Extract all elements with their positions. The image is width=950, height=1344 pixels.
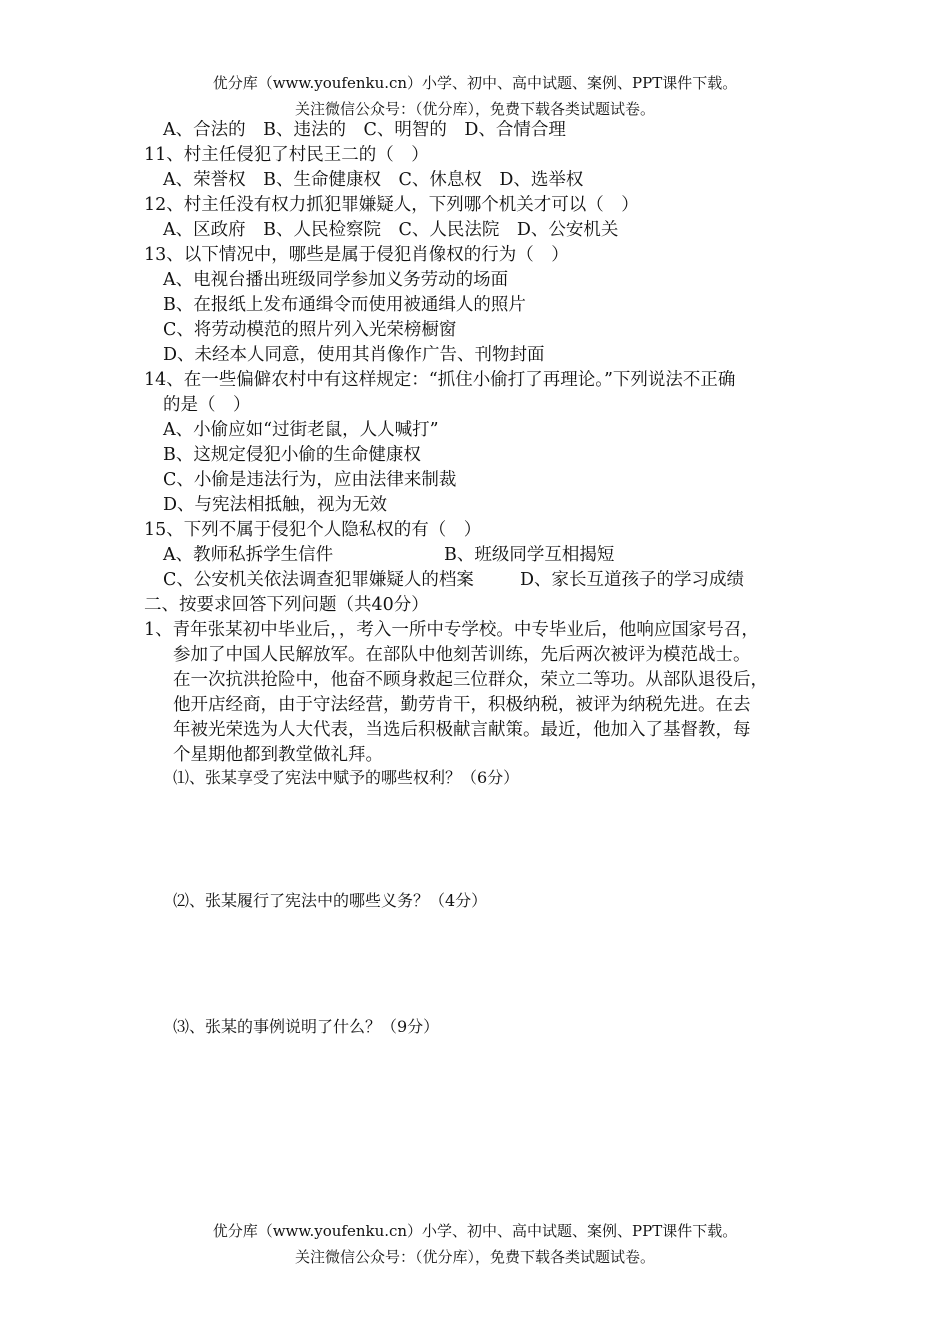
- q14-option-b: B、这规定侵犯小偷的生命健康权: [163, 445, 421, 465]
- q15-option-a: A、教师私拆学生信件: [163, 545, 334, 565]
- q14-stem-line-2: 的是（ ）: [163, 395, 251, 415]
- case-1-line-1: 1、青年张某初中毕业后，，考入一所中专学校。中专毕业后，他响应国家号召，: [144, 620, 759, 640]
- case-1-question-2: ⑵、张某履行了宪法中的哪些义务？（4分）: [173, 891, 488, 910]
- q14-option-a: A、小偷应如“过街老鼠，人人喊打”: [163, 420, 439, 440]
- footer-line-1: 优分库（www.youfenku.cn）小学、初中、高中试题、案例、PPT课件下载。: [212, 1222, 738, 1240]
- q13-stem: 13、以下情况中，哪些是属于侵犯肖像权的行为（ ）: [144, 245, 569, 265]
- q15-stem: 15、下列不属于侵犯个人隐私权的有（ ）: [144, 520, 482, 540]
- case-1-line-2: 参加了中国人民解放军。在部队中他刻苦训练，先后两次被评为模范战士。: [173, 645, 751, 665]
- q14-option-d: D、与宪法相抵触，视为无效: [163, 495, 388, 515]
- q15-option-b: B、班级同学互相揭短: [444, 545, 615, 565]
- q13-option-b: B、在报纸上发布通缉令而使用被通缉人的照片: [163, 295, 526, 315]
- q13-option-a: A、电视台播出班级同学参加义务劳动的场面: [163, 270, 509, 290]
- q15-option-d: D、家长互道孩子的学习成绩: [520, 570, 745, 590]
- header-line-2: 关注微信公众号：（优分库），免费下载各类试题试卷。: [294, 100, 655, 118]
- footer-line-2: 关注微信公众号：（优分库），免费下载各类试题试卷。: [294, 1248, 655, 1266]
- section-2-title: 二、按要求回答下列问题（共40分）: [144, 595, 429, 615]
- case-1-line-3: 在一次抗洪抢险中，他奋不顾身救起三位群众，荣立二等功。从部队退役后，: [173, 670, 768, 690]
- q10-options: A、合法的 B、违法的 C、明智的 D、合情合理: [163, 120, 566, 140]
- q15-option-c: C、公安机关依法调查犯罪嫌疑人的档案: [163, 570, 474, 590]
- case-1-line-4: 他开店经商，由于守法经营，勤劳肯干，积极纳税，被评为纳税先进。在去: [173, 695, 751, 715]
- q12-options: A、区政府 B、人民检察院 C、人民法院 D、公安机关: [163, 220, 619, 240]
- case-1-line-5: 年被光荣选为人大代表，当选后积极献言献策。最近，他加入了基督教，每: [173, 720, 751, 740]
- q13-option-c: C、将劳动模范的照片列入光荣榜橱窗: [163, 320, 457, 340]
- q14-option-c: C、小偷是违法行为，应由法律来制裁: [163, 470, 457, 490]
- case-1-question-1: ⑴、张某享受了宪法中赋予的哪些权利？（6分）: [173, 768, 520, 787]
- q11-stem: 11、村主任侵犯了村民王二的（ ）: [144, 145, 429, 165]
- q11-options: A、荣誉权 B、生命健康权 C、休息权 D、选举权: [163, 170, 584, 190]
- q14-stem-line-1: 14、在一些偏僻农村中有这样规定：“抓住小偷打了再理论。”下列说法不正确: [144, 370, 736, 390]
- q12-stem: 12、村主任没有权力抓犯罪嫌疑人，下列哪个机关才可以（ ）: [144, 195, 639, 215]
- header-line-1: 优分库（www.youfenku.cn）小学、初中、高中试题、案例、PPT课件下载。: [212, 74, 738, 92]
- q13-option-d: D、未经本人同意，使用其肖像作广告、刊物封面: [163, 345, 545, 365]
- case-1-question-3: ⑶、张某的事例说明了什么？（9分）: [173, 1017, 440, 1036]
- case-1-line-6: 个星期他都到教堂做礼拜。: [173, 745, 383, 765]
